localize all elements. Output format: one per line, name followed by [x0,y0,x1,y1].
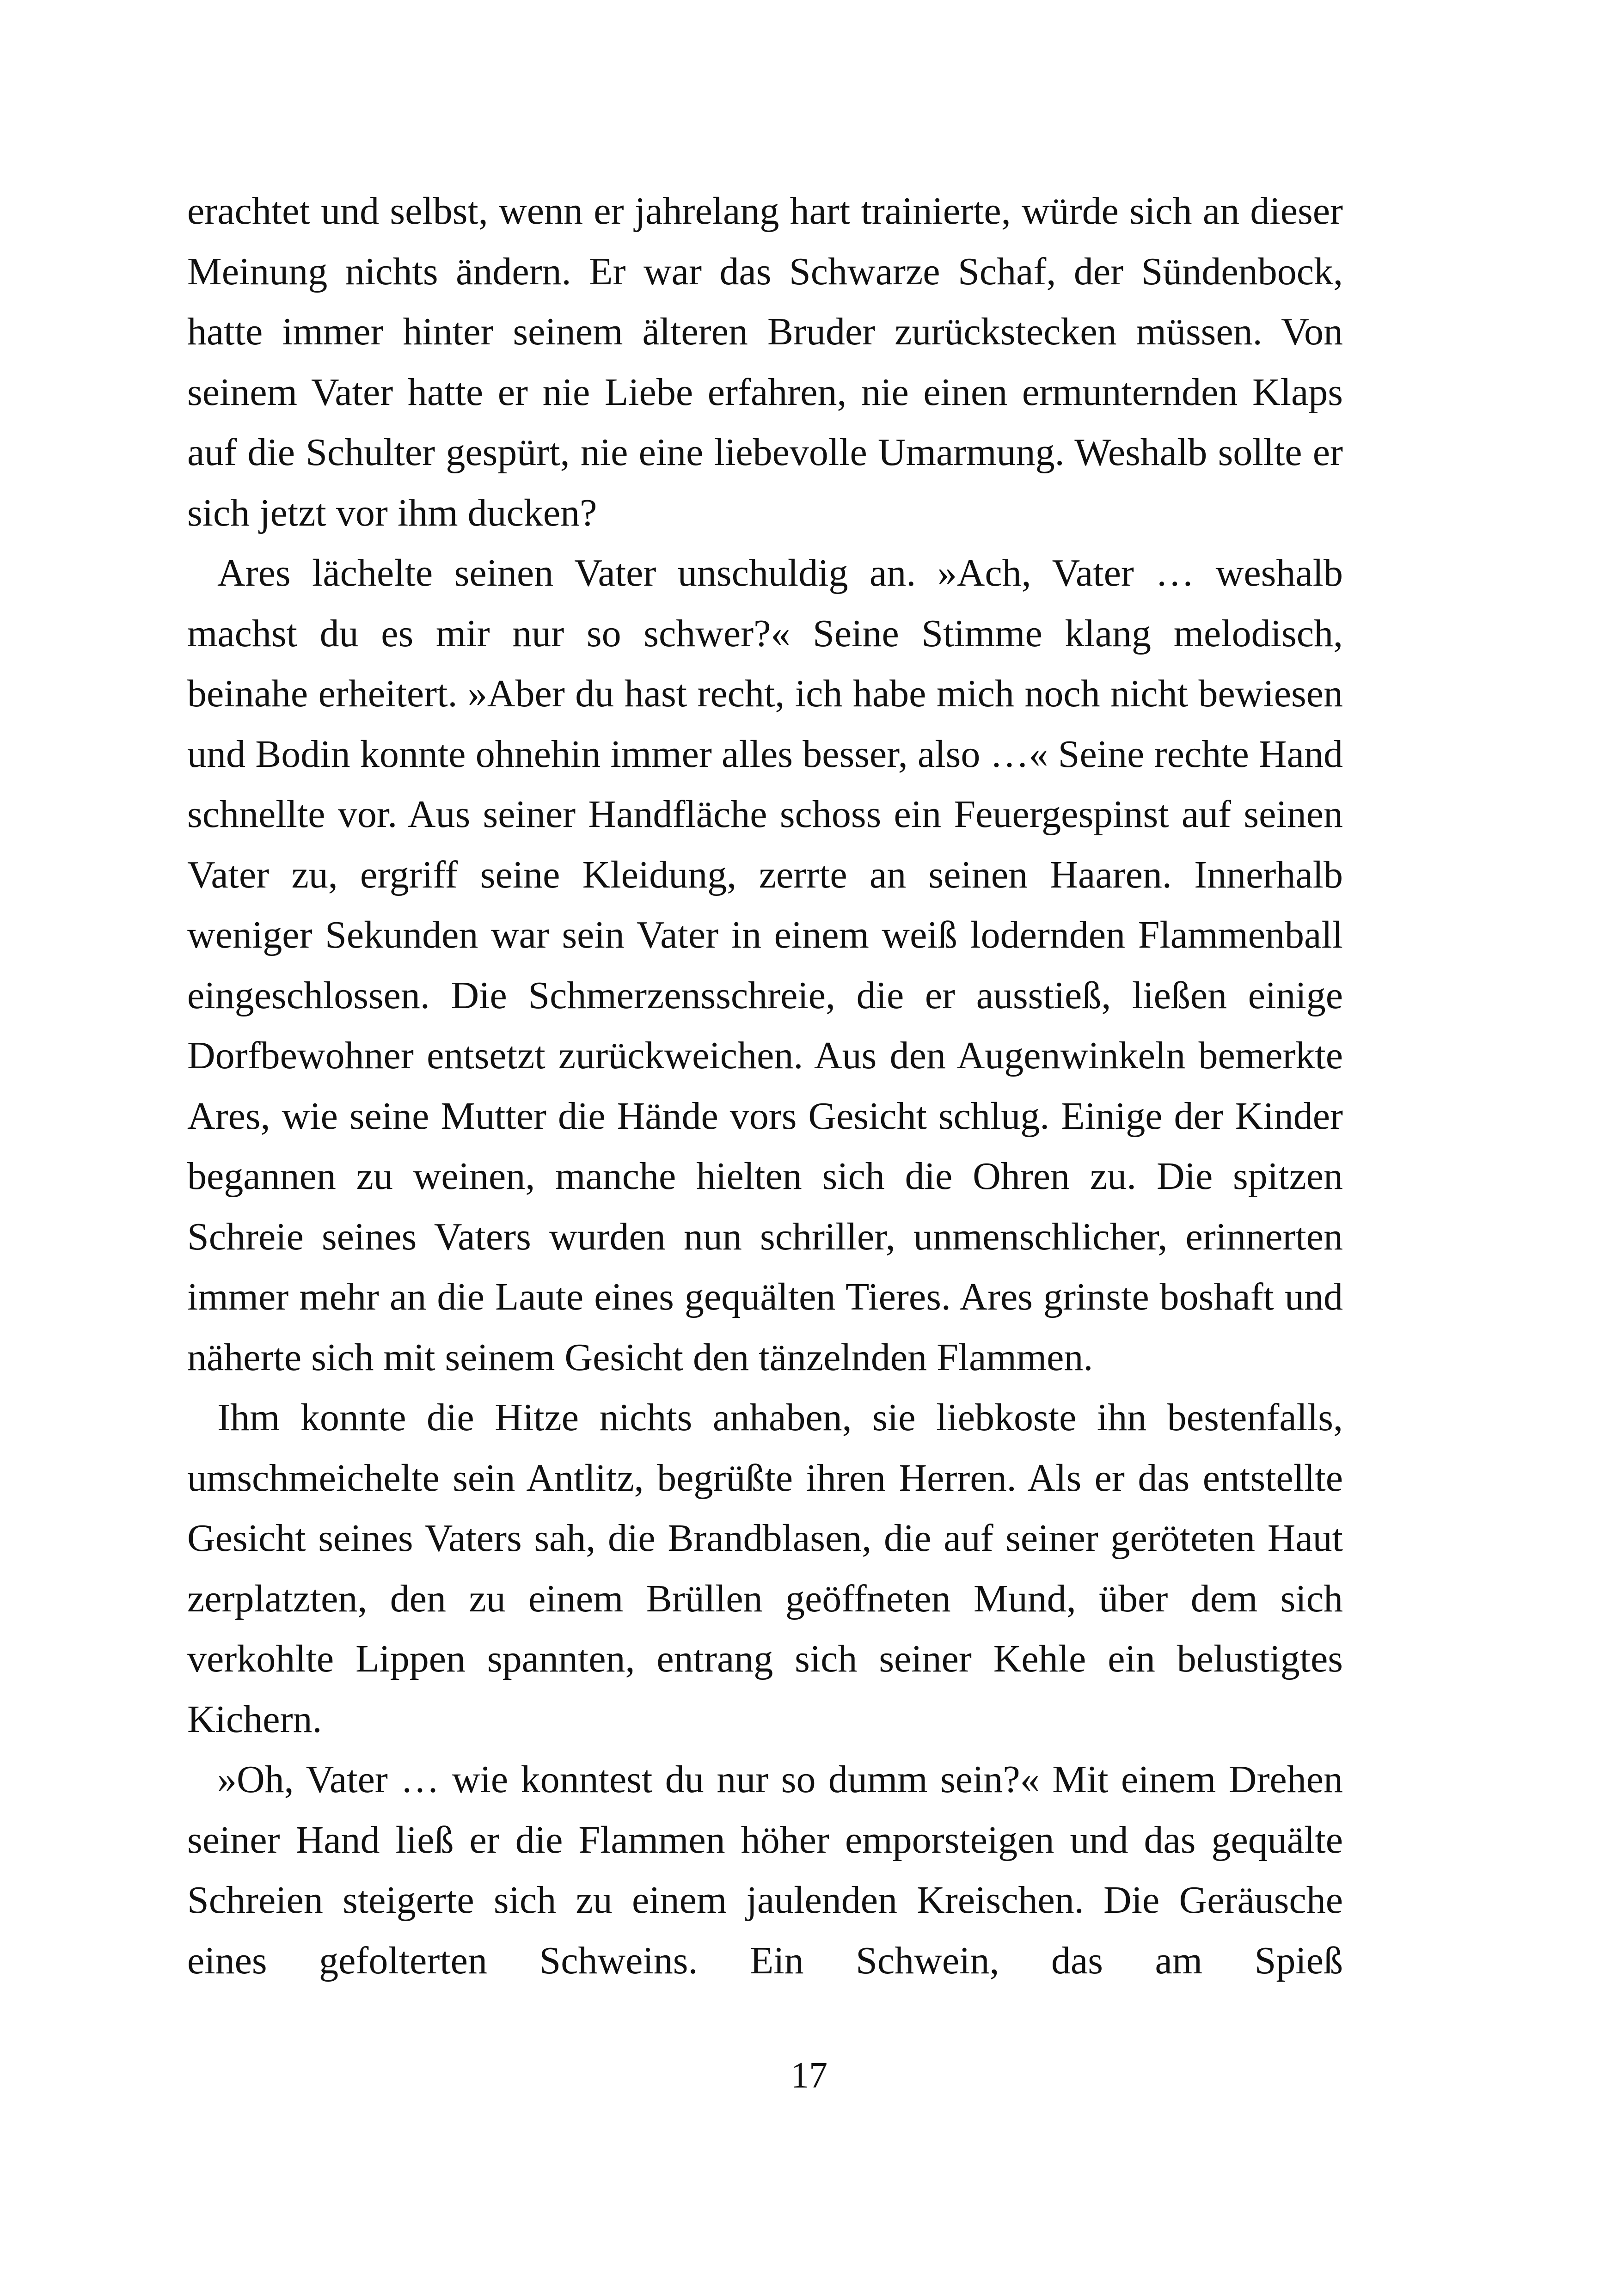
paragraph-1: erachtet und selbst, wenn er jahrelang hart trainierte, würde sich an dieser Meinung nichts ändern. Er war das Schwarze Schaf, der Sündenbock, hatte immer hinter seinem älteren Bruder zurückstecken müssen. Von seinem Vater hatte er nie Liebe erfahren, nie einen ermunternden Klaps auf die Schulter gespürt, nie eine liebevolle Umarmung. Weshalb sollte er sich jetzt vor ihm ducken? [187,190,1343,534]
paragraph-4: »Oh, Vater … wie konntest du nur so dumm sein?« Mit einem Drehen seiner Hand ließ er die Flammen höher emporsteigen und das gequälte Schreien steigerte sich zu einem jaulenden Kreischen. Die Geräusche eines gefolterten Schweins. Ein Schwein, das am Spieß [187,1758,1343,1982]
paragraph-3: Ihm konnte die Hitze nichts anhaben, sie liebkoste ihn bestenfalls, umschmeichelte sein Antlitz, begrüßte ihren Herren. Als er das entstellte Gesicht seines Vaters sah, die Brandblasen, die auf seiner geröteten Haut zerplatzten, den zu einem Brüllen geöffneten Mund, über dem sich verkohlte Lippen spannten, entrang sich seiner Kehle ein belustigtes Kichern. [187,1396,1343,1741]
page-number: 17 [791,2055,827,2096]
body-text [187,181,1343,1991]
paragraph-2: Ares lächelte seinen Vater unschuldig an. »Ach, Vater … weshalb machst du es mir nur so schwer?« Seine Stimme klang melodisch, beinahe erheitert. »Aber du hast recht, ich habe mich noch nicht bewiesen und Bodin konnte ohnehin immer alles besser, also …« Seine rechte Hand schnellte vor. Aus seiner Handfläche schoss ein Feuergespinst auf seinen Vater zu, ergriff seine Kleidung, zerrte an seinen Haaren. Innerhalb weniger Sekunden war sein Vater in einem weiß lodernden Flammenball eingeschlossen. Die Schmerzensschreie, die er ausstieß, ließen einige Dorfbewohner entsetzt zurückweichen. Aus den Augenwinkeln bemerkte Ares, wie seine Mutter die Hände vors Gesicht schlug. Einige der Kinder begannen zu weinen, manche hielten sich die Ohren zu. Die spitzen Schreie seines Vaters wurden nun schriller, unmenschlicher, erinnerten immer mehr an die Laute eines gequälten Tieres. Ares grinste boshaft und näherte sich mit seinem Gesicht den tänzelnden Flammen. [187,551,1343,1379]
